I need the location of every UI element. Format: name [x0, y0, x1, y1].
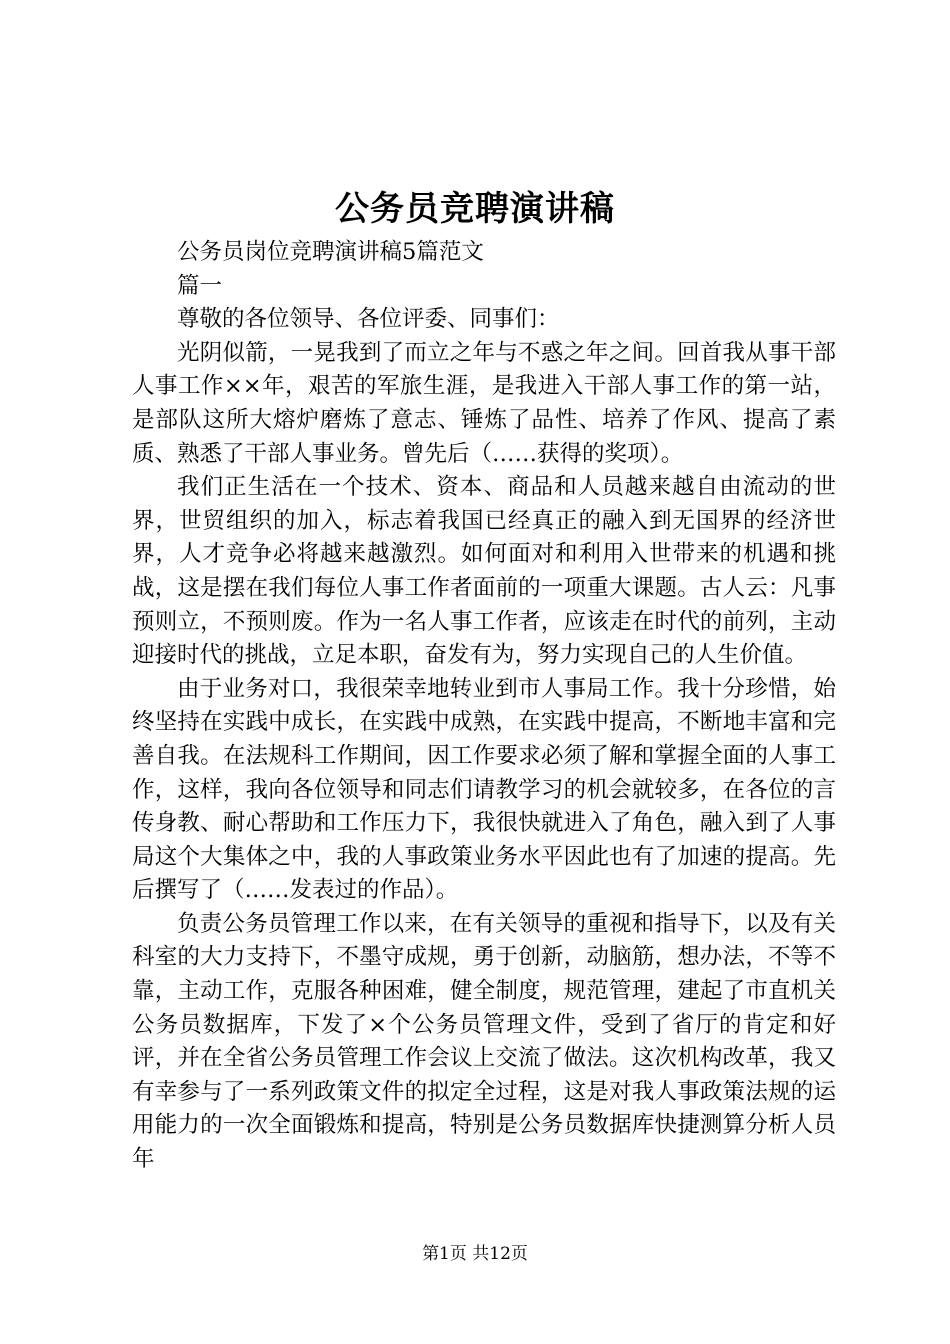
document-body — [132, 236, 836, 1177]
subtitle-paragraph: 公务员岗位竞聘演讲稿5篇范文 — [177, 239, 484, 265]
body-paragraph: 我们正生活在一个技术、资本、商品和人员越来越自由流动的世界，世贸组织的加入，标志着我国已经真正的融入到无国界的经济世界，人才竞争必将越来越激烈。如何面对和利用入世带来的机遇和挑战，这是摆在我们每位人事工作者面前的一项重大课题。古人云：凡事预则立，不预则废。作为一名人事工作者，应该走在时代的前列，主动迎接时代的挑战，立足本职，奋发有为，努力实现自己的人生价值。 — [132, 474, 836, 669]
section-heading: 篇一 — [177, 272, 223, 299]
body-paragraph: 由于业务对口，我很荣幸地转业到市人事局工作。我十分珍惜，始终坚持在实践中成长，在实践中成熟，在实践中提高，不断地丰富和完善自我。在法规科工作期间，因工作要求必须了解和掌握全面的人事工作，这样，我向各位领导和同志们请教学习的机会就较多，在各位的言传身教、耐心帮助和工作压力下，我很快就进入了角色，融入到了人事局这个大集体之中，我的人事政策业务水平因此也有了加速的提高。先后撰写了（……发表过的作品）。 — [132, 675, 836, 904]
page-title: 公务员竞聘演讲稿 — [335, 189, 615, 229]
salutation-paragraph: 尊敬的各位领导、各位评委、同事们： — [177, 306, 560, 333]
page-footer: 第1页 共12页 — [422, 1244, 528, 1264]
body-paragraph: 负责公务员管理工作以来，在有关领导的重视和指导下，以及有关科室的大力支持下，不墨守成规，勇于创新，动脑筋，想办法，不等不靠，主动工作，克服各种困难，健全制度，规范管理，建起了市直机关公务员数据库，下发了×个公务员管理文件，受到了省厅的肯定和好评，并在全省公务员管理工作会议上交流了做法。这次机构改革，我又有幸参与了一系列政策文件的拟定全过程，这是对我人事政策法规的运用能力的一次全面锻炼和提高，特别是公务员数据库快捷测算分析人员年 — [132, 910, 836, 1173]
body-paragraph: 光阴似箭，一晃我到了而立之年与不惑之年之间。回首我从事干部人事工作××年，艰苦的军旅生涯，是我进入干部人事工作的第一站，是部队这所大熔炉磨炼了意志、锤炼了品性、培养了作风、提高了素质、熟悉了干部人事业务。曾先后（……获得的奖项）。 — [132, 339, 836, 467]
